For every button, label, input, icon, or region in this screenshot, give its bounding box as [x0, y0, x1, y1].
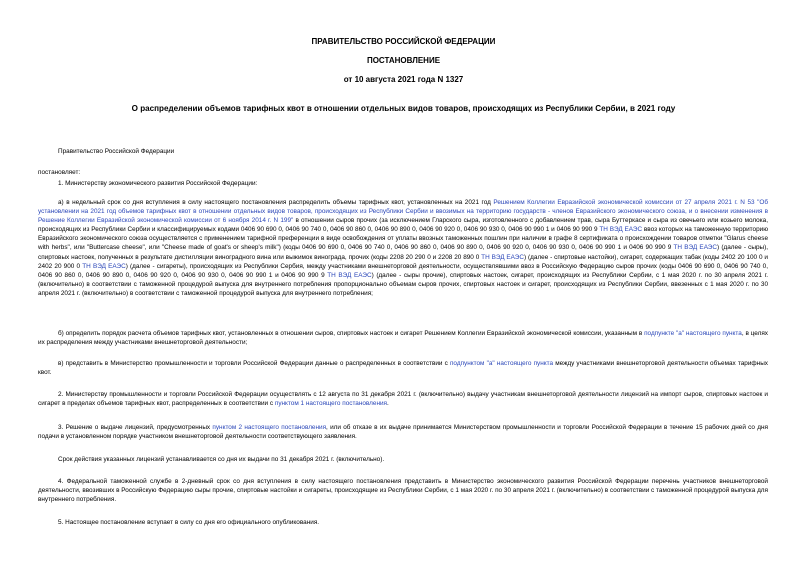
- date-number: от 10 августа 2021 года N 1327: [343, 75, 464, 84]
- paragraph-5: 5. Настоящее постановление вступает в силу со дня его официального опубликования.: [58, 519, 320, 526]
- link-subparagraph-a[interactable]: подпунктом "а" настоящего пункта: [449, 360, 554, 367]
- link-tnved[interactable]: ТН ВЭД ЕАЭС: [599, 226, 643, 234]
- text-segment: в) представить в Министерство промышленности и торговли Российской Федерации данные о распределенных в соответствии с: [58, 360, 450, 367]
- link-subparagraph-a[interactable]: подпункте "а" настоящего пункта: [644, 330, 742, 337]
- paragraph-3-validity: Срок действия указанных лицензий устанавливается со дня их выдачи по 31 декабря 2021 г. (включительно).: [58, 456, 385, 463]
- text-segment: 3. Решение о выдаче лицензий, предусмотренных: [58, 424, 213, 431]
- link-tnved[interactable]: ТН ВЭД ЕАЭС: [481, 253, 525, 261]
- paragraph-1b: [38, 329, 768, 347]
- paragraph-1: 1. Министерству экономического развития Российской Федерации:: [58, 180, 258, 187]
- document-title: О распределении объемов тарифных квот в отношении отдельных видов товаров, происходящих из Республики Сербии, в 2021 году: [131, 104, 676, 113]
- paragraph-4: 4. Федеральной таможенной службе в 2-дневный срок со дня вступления в силу настоящего постановления представить в Министерство экономического развития Российской Федерации перечень участников внешнеторговой деятельности, ввозивших в Российскую Федерацию сыры прочие, спиртовые настойки и сигареты, происходящие из Республики Сербии, с 1 мая 2020 г. по 30 апреля 2021 г. (включительно) в соответствии с таможенной процедурой выпуска для внутреннего потребления.: [38, 478, 768, 504]
- text-segment: б) определить порядок расчета объемов тарифных квот, установленных в отношении сыров, спиртовых настоек и сигарет Решением Коллегии Евразийской экономической комиссии, указанным в: [58, 330, 645, 337]
- text-segment: ) (далее - сыры прочие), спиртовых настоек, сигарет, происходящих из Республики Сербии, с 1 мая 2020 г. по 30 апреля 2021 г. (включительно) в соответствии с таможенной процедурой выпуска для внутреннего потребления пропорционально объемам сыров прочих, спиртовых настоек и сигарет, происходящих из Республики Сербии, ввезенных с 1 мая 2020 г. по 30 апреля 2021 г. (включительно) в соответствии с таможенной процедурой выпуска для внутреннего потребления;: [38, 271, 768, 297]
- link-decision-53[interactable]: Решением Коллегии Евразийской экономической комиссии от 27 апреля 2021 г. N 53 "Об установлении на 2021 год объемов тарифных квот в отношении отдельных видов товаров, происходящих из Республики Сербии и ввозимых на территорию государств - членов Евразийского экономического союза, и о внесении изменения в Решение Коллегии Евразийской экономической комиссии от 6 ноября 2014 г. N 199": [38, 199, 768, 225]
- text-segment: в отношении сыров прочих (за исключением Гларского сыра, изготовленного с добавлением трав, сыра Буттеркасе и сыра из овечьего или козьего молока, происходящих из Республики Сербии и классифицируемых кодами 0406 90 690 0, 0406 90 740 0, 0406 90 860 0, 0406 90 890 0, 0406 90 920 0, 0406 90 930 0, 0406 90 990 1 и 0406 90 990 9: [38, 217, 768, 234]
- text-segment: ) (далее - сигареты), происходящих из Республики Сербия, между участниками внешнеторговой деятельности, осуществлявшими ввоз в Российскую Федерацию сыров прочих (коды 0406 90 690 0, 0406 90 740 0, 0406 90 860 0, 0406 90 890 0, 0406 90 920 0, 0406 90 930 0, 0406 90 990 1 и 0406 90 990 9: [38, 262, 768, 279]
- text-segment: ) (далее - сыры), спиртовых настоек, полученных в результате дистилляции виноградного вина или выжимок винограда, прочих (коды 2208 20 290 0 и 2208 20 890 0: [38, 244, 769, 261]
- text-segment: 2. Министерству промышленности и торговли Российской Федерации осуществлять с 12 августа по 31 декабря 2021 г. (включительно) выдачу участникам внешнеторговой деятельности лицензий на импорт сыров, спиртовых настоек и сигарет в пределах объемов тарифных квот, распределенных в соответствии с: [38, 391, 768, 408]
- paragraph-3: [38, 423, 768, 441]
- paragraph-1v: [38, 359, 768, 377]
- text-segment: а) в недельный срок со дня вступления в силу настоящего постановления распределить объемы тарифных квот, установленных на 2021 год: [58, 199, 494, 206]
- link-tnved[interactable]: ТН ВЭД ЕАЭС: [673, 244, 718, 252]
- text-segment: между участниками внешнеторговой деятельности объемах тарифных квот.: [38, 360, 768, 377]
- text-segment: ) (далее - спиртовые настойки), сигарет, содержащих табак (коды 2402 20 100 0 и 2402 20 900 0: [38, 253, 768, 270]
- paragraph-2: [38, 390, 768, 408]
- text-segment: , в целях их распределения между участниками внешнеторговой деятельности;: [38, 330, 768, 347]
- text-segment: .: [387, 400, 389, 408]
- link-paragraph-1[interactable]: пунктом 1 настоящего постановления: [274, 400, 388, 408]
- government-header: ПРАВИТЕЛЬСТВО РОССИЙСКОЙ ФЕДЕРАЦИИ: [311, 37, 496, 46]
- link-tnved[interactable]: ТН ВЭД ЕАЭС: [82, 262, 126, 270]
- link-paragraph-2[interactable]: пунктом 2 настоящего постановления: [212, 424, 327, 431]
- document-type: ПОСТАНОВЛЕНИЕ: [366, 56, 441, 65]
- decides-line: постановляет:: [38, 169, 81, 176]
- text-segment: , или об отказе в их выдаче принимается Министерством промышленности и торговли Российской Федерации в течение 15 рабочих дней со дня подачи в установленном порядке участником внешнеторговой деятельности соответствующего заявления.: [38, 424, 768, 441]
- text-segment: ввоз которых на таможенную территорию Евразийского экономического союза осуществляется с применением тарифной преференции в виде освобождения от уплаты ввозных таможенных пошлин при наличии в графе 8 сертификата о происхождении товаров отметки "Glarus cheese with herbs", или "Buttercase cheese", или "Cheese made of goat's or sheep's milk") (коды 0406 90 690 0, 0406 90 740 0, 0406 90 860 0, 0406 90 890 0, 0406 90 920 0, 0406 90 930 0, 0406 90 990 1 и 0406 90 990 9: [38, 226, 768, 252]
- issuer-line: Правительство Российской Федерации: [58, 148, 175, 155]
- link-tnved[interactable]: ТН ВЭД ЕАЭС: [327, 271, 372, 279]
- paragraph-1a: [38, 198, 768, 298]
